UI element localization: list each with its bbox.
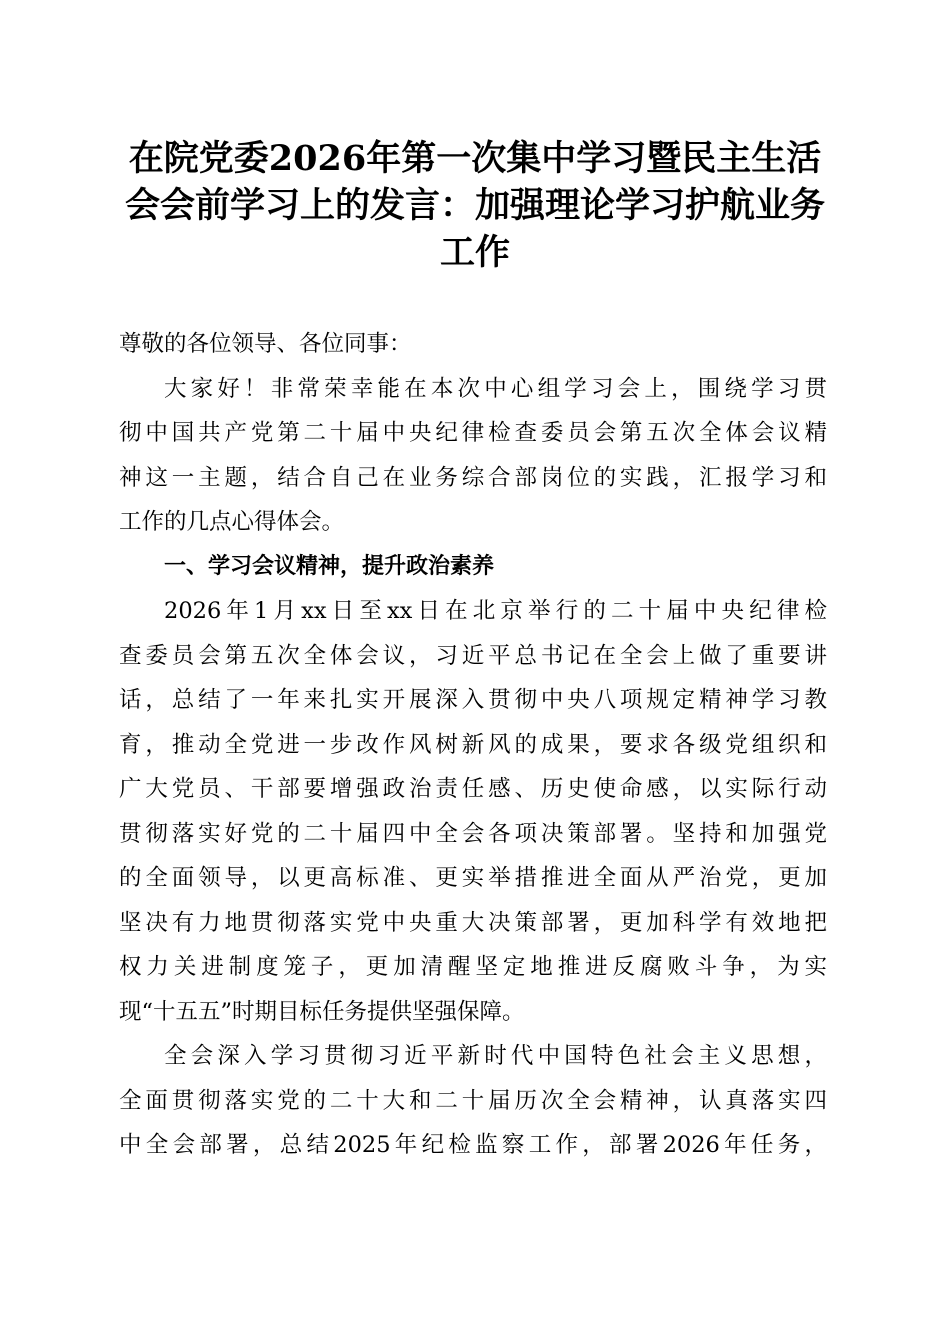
paragraph-line: 贯彻落实好党的二十届四中全会各项决策部署。坚持和加强党 <box>119 820 827 847</box>
paragraph-line: 育，推动全党进一步改作风树新风的成果，要求各级党组织和 <box>119 731 827 758</box>
paragraph-line: 权力关进制度笼子，更加清醒坚定地推进反腐败斗争，为实 <box>119 954 827 980</box>
paragraph-line: 大家好！非常荣幸能在本次中心组学习会上，围绕学习贯 <box>164 375 827 402</box>
document-title <box>110 135 840 276</box>
paragraph-line: 2026年1月xx日至xx日在北京举行的二十届中央纪律检 <box>164 598 827 624</box>
paragraph-line: 工作的几点心得体会。 <box>119 509 345 535</box>
paragraph-line: 广大党员、干部要增强政治责任感、历史使命感，以实际行动 <box>119 776 827 802</box>
paragraph-line: 彻中国共产党第二十届中央纪律检查委员会第五次全体会议精 <box>119 420 827 446</box>
document-body <box>119 322 827 1168</box>
paragraph-line: 的全面领导，以更高标准、更实举措推进全面从严治党，更加 <box>119 865 827 891</box>
paragraph-line: 坚决有力地贯彻落实党中央重大决策部署，更加科学有效地把 <box>119 909 827 936</box>
intro-paragraph <box>119 367 827 545</box>
title-line: 会会前学习上的发言：加强理论学习护航业务 <box>124 185 825 226</box>
title-line: 在院党委2026年第一次集中学习暨民主生活 <box>128 138 822 179</box>
body-paragraph <box>119 589 827 1034</box>
paragraph-line: 话，总结了一年来扎实开展深入贯彻中央八项规定精神学习教 <box>119 687 827 713</box>
section-heading: 一、学习会议精神，提升政治素养 <box>164 553 495 579</box>
paragraph-line: 全会深入学习贯彻习近平新时代中国特色社会主义思想， <box>164 1043 827 1069</box>
salutation: 尊敬的各位领导、各位同事： <box>119 331 412 357</box>
body-paragraph <box>119 1034 827 1168</box>
paragraph-line: 查委员会第五次全体会议，习近平总书记在全会上做了重要讲 <box>119 642 827 669</box>
title-line: 工作 <box>439 232 510 273</box>
paragraph-line: 中全会部署，总结2025年纪检监察工作，部署2026年任务， <box>119 1132 827 1158</box>
paragraph-line: 神这一主题，结合自己在业务综合部岗位的实践，汇报学习和 <box>119 464 827 491</box>
paragraph-line: 全面贯彻落实党的二十大和二十届历次全会精神，认真落实四 <box>119 1087 827 1114</box>
paragraph-line: 现“十五五”时期目标任务提供坚强保障。 <box>119 998 525 1025</box>
